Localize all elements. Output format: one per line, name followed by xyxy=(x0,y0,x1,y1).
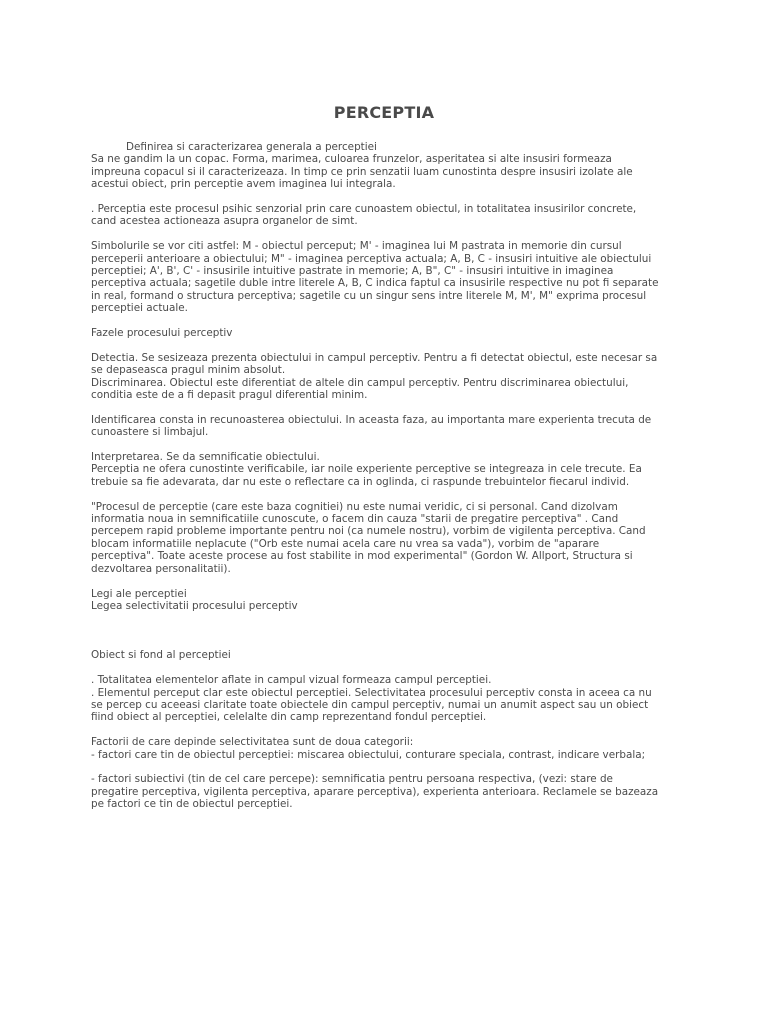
paragraph-gap xyxy=(91,228,681,240)
paragraph-gap xyxy=(91,612,681,649)
paragraph-gap xyxy=(91,401,681,413)
paragraph-gap xyxy=(91,724,681,736)
paragraph-interpretation: Interpretarea. Se da semnificatie obiectului. Perceptia ne ofera cunostinte verificabile, iar noile experiente perceptive se integreaza in cele trecute. Ea trebuie sa fie adevarata, dar nu este o reflectare ca in oglinda, ci raspunde trebuintelor fiecarul individ. xyxy=(91,451,642,488)
paragraph-gap xyxy=(91,488,681,500)
paragraph-symbols: Simbolurile se vor citi astfel: M - obiectul perceput; M' - imaginea lui M pastrata in memorie din cursul perceperii anterioare a obiectului; M" - imaginea perceptiva actuala; A, B, C - insusiri intuitive ale obiectului perceptiei; A', B', C' - insusirile intuitive pastrate in memorie; A, B", C" - insusiri intuitive in imaginea perceptiva actuala; sagetile duble intre literele A, B, C indica faptul ca insusirile respective nu pot fi separate in real, formand o structura perceptiva; sagetile cu un singur sens intre literele M, M', M" exprima procesul perceptiei actuale. xyxy=(91,240,659,315)
paragraph-gap xyxy=(91,315,681,327)
paragraph-detection: Detectia. Se sesizeaza prezenta obiectului in campul perceptiv. Pentru a fi detectat obiectul, este necesar sa se depaseasca pragul minim absolut. Discriminarea. Obiectul este diferentiat de altele din campul perceptiv. Pentru discriminarea obiectului, conditia este de a fi depasit pragul diferential minim. xyxy=(91,351,658,402)
paragraph-gap xyxy=(91,575,681,587)
section-heading-object-ground: Obiect si fond al perceptiei xyxy=(91,649,231,662)
paragraph-identification: Identificarea consta in recunoasterea obiectului. In aceasta faza, au importanta mare experienta trecuta de cunoastere si limbajul. xyxy=(91,413,652,439)
paragraph-gap xyxy=(91,191,681,203)
section-subtitle: Definirea si caracterizarea generala a perceptiei xyxy=(126,141,377,153)
document-body xyxy=(91,141,681,811)
paragraph-quote: "Procesul de perceptie (care este baza cognitiei) nu este numai veridic, ci si personal. Cand dizolvam informatia noua in semnificatiile cunoscute, o facem din cauza "starii de pregatire perceptiva" . Cand percepem rapid probleme importante pentru noi (ca numele nostru), vorbim de vigilenta perceptiva. Cand blocam informatiile neplacute ("Orb este numai acela care nu vrea sa vada"), vorbim de "aparare perceptiva". Toate aceste procese au fost stabilite in mod experimental" (Gordon W. Allport, Structura si dezvoltarea personalitatii). xyxy=(91,500,646,575)
paragraph-gap xyxy=(91,339,681,351)
paragraph-subjective-factors: - factori subiectivi (tin de cel care percepe): semnificatia pentru persoana respectiva, (vezi: stare de pregatire perceptiva, vigilenta perceptiva, aparare perceptiva), experienta anterioara. Reclamele se bazeaza pe factori ce tin de obiectul perceptiei. xyxy=(91,773,659,811)
section-heading-laws: Legi ale perceptiei Legea selectivitatii procesului perceptiv xyxy=(91,587,298,612)
paragraph-definition: . Perceptia este procesul psihic senzorial prin care cunoastem obiectul, in totalitatea insusirilor concrete, cand acestea actioneaza asupra organelor de simt. xyxy=(91,203,637,228)
paragraph-field: . Totalitatea elementelor aflate in campul vizual formeaza campul perceptiei. . Elementul perceput clar este obiectul perceptiei. Selectivitatea procesului perceptiv consta in aceea ca nu se percep cu aceeasi claritate toate obiectele din campul perceptiv, numai un anumit aspect sau un obiect fiind obiect al perceptiei, celelalte din camp reprezentand fondul perceptiei. xyxy=(91,674,652,724)
paragraph-gap xyxy=(91,439,681,451)
paragraph-intro: Sa ne gandim la un copac. Forma, marimea, culoarea frunzelor, asperitatea si alte insusiri formeaza impreuna copacul si il caracterizeaza. In timp ce prin senzatii luam cunostinta despre insusiri izolate ale acestui obiect, prin perceptie avem imaginea lui integrala. xyxy=(91,153,633,191)
section-heading-phases: Fazele procesului perceptiv xyxy=(91,327,233,340)
paragraph-gap xyxy=(91,662,681,674)
paragraph-factors: Factorii de care depinde selectivitatea sunt de doua categorii: - factori care tin de obiectul perceptiei: miscarea obiectului, conturare speciala, contrast, indicare verbala; xyxy=(91,736,646,761)
page-title: PERCEPTIA xyxy=(333,103,435,122)
paragraph-gap xyxy=(91,761,681,773)
